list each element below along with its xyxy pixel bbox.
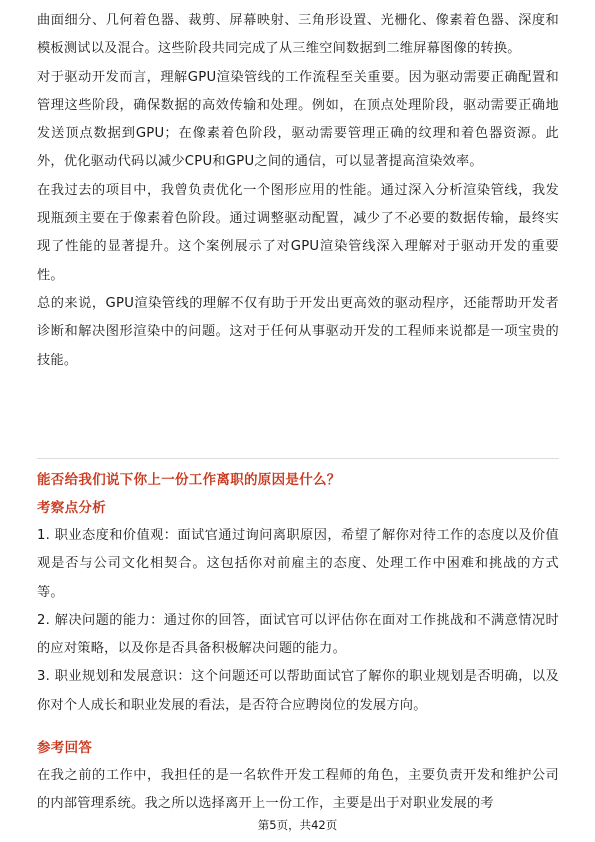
paragraph: 对于驱动开发而言，理解GPU渲染管线的工作流程至关重要。因为驱动需要正确配置和管理这些阶段，确保数据的高效传输和处理。例如，在顶点处理阶段，驱动需要正确地发送顶点数据到GPU；在像素着色阶段，驱动需要管理正确的纹理和着色器资源。此外，优化驱动代码以减少CPU和GPU之间的通信，可以显著提高渲染效率。 bbox=[37, 69, 559, 170]
question-title: 能否给我们说下你上一份工作离职的原因是什么？ bbox=[37, 472, 341, 488]
analysis-item: 1. 职业态度和价值观：面试官通过询问离职原因，希望了解你对待工作的态度以及价值观是否与公司文化相契合。这包括你对前雇主的态度、处理工作中困难和挑战的方式等。 bbox=[37, 528, 559, 600]
analysis-heading: 考察点分析 bbox=[37, 500, 106, 516]
answer-text: 在我之前的工作中，我担任的是一名软件开发工程师的角色，主要负责开发和维护公司的内部管理系统。我之所以选择离开上一份工作，主要是出于对职业发展的考 bbox=[37, 768, 559, 812]
paragraph: 曲面细分、几何着色器、裁剪、屏幕映射、三角形设置、光栅化、像素着色器、深度和模板测试以及混合。这些阶段共同完成了从三维空间数据到二维屏幕图像的转换。 bbox=[37, 13, 559, 57]
page-footer: 第5页，共42页 bbox=[257, 818, 338, 832]
section-divider bbox=[37, 458, 559, 459]
answer-heading: 参考回答 bbox=[37, 740, 93, 756]
paragraph: 在我过去的项目中，我曾负责优化一个图形应用的性能。通过深入分析渲染管线，我发现瓶颈主要在于像素着色阶段。通过调整驱动配置，减少了不必要的数据传输，最终实现了性能的显著提升。这个案例展示了对GPU渲染管线深入理解对于驱动开发的重要性。 bbox=[37, 182, 559, 283]
answer-section bbox=[37, 734, 559, 819]
question-section bbox=[37, 466, 559, 720]
analysis-item: 3. 职业规划和发展意识：这个问题还可以帮助面试官了解你的职业规划是否明确，以及你对个人成长和职业发展的看法，是否符合应聘岗位的发展方向。 bbox=[37, 669, 559, 713]
analysis-item: 2. 解决问题的能力：通过你的回答，面试官可以评估你在面对工作挑战和不满意情况时的应对策略，以及你是否具备积极解决问题的能力。 bbox=[37, 612, 559, 657]
paragraph: 总的来说，GPU渲染管线的理解不仅有助于开发出更高效的驱动程序，还能帮助开发者诊断和解决图形渲染中的问题。这对于任何从事驱动开发的工程师来说都是一项宝贵的技能。 bbox=[37, 295, 559, 368]
intro-section bbox=[37, 7, 559, 375]
